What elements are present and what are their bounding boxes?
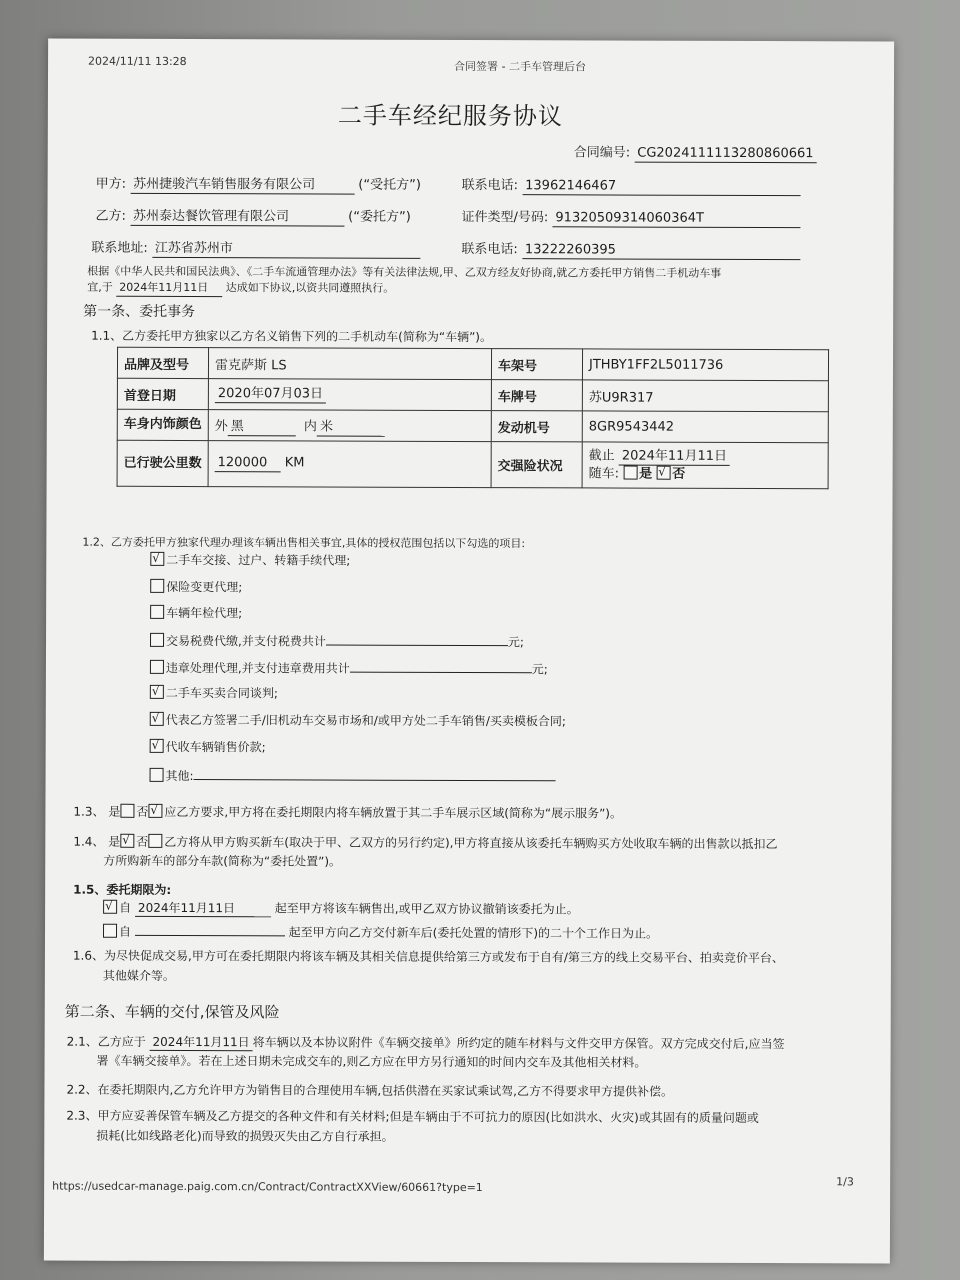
section-2-title: 第二条、车辆的交付,保管及风险 [64, 1002, 280, 1022]
clause-1-4-line-2: 方所购新车的部分车款(简称为“委托处置”)。 [103, 853, 342, 869]
mileage-value: 120000 [215, 455, 281, 472]
authorization-checkbox[interactable] [150, 712, 164, 726]
insurance-no-checkbox[interactable] [656, 465, 670, 479]
party-b-phone-row [461, 238, 800, 260]
blank-field[interactable] [326, 631, 508, 647]
list-item [150, 765, 556, 785]
vin-value: JTHBY1FF2L5011736 [582, 349, 828, 381]
vin-label: 车架号 [491, 349, 582, 380]
blank-field[interactable] [350, 658, 532, 674]
authorization-label: 代收车辆销售价款; [165, 739, 266, 755]
check-icon: √ [105, 898, 113, 913]
check-icon: √ [151, 737, 160, 752]
check-icon: √ [150, 802, 159, 817]
authorization-checkbox[interactable] [150, 633, 164, 647]
list-item [150, 657, 548, 677]
print-datetime: 2024/11/11 13:28 [88, 54, 187, 69]
check-icon: √ [151, 683, 160, 698]
clause-1-5-title: 1.5、委托期限为: [73, 882, 172, 897]
authorization-label: 车辆年检代理; [166, 605, 243, 621]
party-b-id-label: 证件类型/号码: [461, 209, 549, 226]
party-b-id: 91320509314060364T [552, 210, 800, 228]
party-b-address-row [91, 237, 420, 259]
clause-1-4: 1.4、 是 √ 否 乙方将从甲方购买新车(取决于甲、乙双方的另行约定),甲方将直接从该委托车辆购买方处收取车辆的出售款以抵扣乙 [73, 832, 778, 852]
engine-value: 8GR9543442 [582, 411, 828, 443]
term-option-2: 自 起至甲方向乙方交付新车后(委托处置的情形下)的二十个工作日为止。 [103, 919, 658, 942]
plate-label: 车牌号 [491, 380, 582, 411]
contract-no-row [574, 141, 817, 163]
term-option-2-checkbox[interactable] [103, 924, 117, 938]
clause-1-6: 1.6、为尽快促成交易,甲方可在委托期限内将该车辆及其相关信息提供给第三方或发布于自有/第三方的线上交易平台、拍卖竞价平台、 [72, 948, 784, 966]
clause-1-3-no-checkbox[interactable] [148, 804, 162, 818]
list-item [150, 630, 524, 650]
table-row [117, 409, 828, 442]
unit-suffix: 元; [507, 635, 524, 650]
party-b-phone-label: 联系电话: [461, 241, 518, 258]
clause-1-1: 1.1、乙方委托甲方独家以乙方名义销售下列的二手机动车(简称为“车辆”)。 [91, 328, 493, 345]
contract-no-value: CG20241111132808606​61 [634, 146, 816, 164]
exterior-color: 黑 [228, 419, 296, 436]
authorization-checkbox[interactable] [150, 552, 164, 566]
list-item [150, 711, 566, 729]
authorization-label: 违章处理代理,并支付违章费用共计 [165, 660, 350, 676]
check-icon: √ [122, 832, 130, 847]
authorization-label: 二手车买卖合同谈判; [165, 685, 278, 701]
brand-label: 品牌及型号 [117, 347, 208, 378]
insurance-cell: 截止 2024年11月11日 随车: 是 √ 否 [582, 442, 828, 489]
party-b-role: (“委托方”) [348, 209, 411, 225]
party-b-label: 乙方: [95, 208, 126, 224]
mileage-cell [208, 441, 491, 488]
print-site-title: 合同签署 - 二手车管理后台 [454, 59, 587, 74]
party-a-role: (“受托方”) [358, 177, 421, 193]
footer-url: https://usedcar-manage.paig.com.cn/Contract/ContractXXView/60661?type=1 [52, 1179, 483, 1195]
clause-1-4-yes-checkbox[interactable] [120, 834, 134, 848]
clause-2-3: 2.3、甲方应妥善保管车辆及乙方提交的各种文件和有关材料;但是车辆由于不可抗力的原因(比如洪水、火灾)或其固有的质量问题或 [66, 1108, 759, 1126]
clause-2-3-line-2: 损耗(比如线路老化)而导致的损毁灭失由乙方自行承担。 [96, 1128, 394, 1144]
insurance-label: 交强险状况 [491, 442, 582, 488]
document-title: 二手车经纪服务协议 [337, 101, 563, 131]
unit-suffix: 元; [531, 662, 548, 677]
authorization-checkbox[interactable] [150, 660, 164, 674]
authorization-label: 其他: [165, 768, 194, 784]
term-option-2-date[interactable] [135, 919, 285, 937]
authorization-checkbox[interactable] [150, 605, 164, 619]
contract-no-label: 合同编号: [573, 145, 631, 161]
term-start-date: 2024年11月11日 [135, 900, 271, 917]
reg-date-label: 首登日期 [117, 378, 208, 409]
page-number: 1/3 [836, 1175, 854, 1189]
clause-2-1-date: 2024年11月11日 [150, 1034, 253, 1051]
intro-date: 2024年11月11日 [116, 280, 222, 297]
reg-date-value: 2020年07月03日 [215, 386, 326, 403]
clause-2-1-line-2: 署《车辆交接单》。若在上述日期未完成交车的,则乙方应在甲方另行通知的时间内交车及其他相关材料。 [96, 1053, 647, 1070]
list-item [150, 684, 278, 701]
term-option-1-checkbox[interactable] [103, 900, 117, 914]
insurance-until: 2024年11月11日 [619, 448, 730, 465]
party-b-name: 苏州泰达餐饮管理有限公司 [130, 209, 344, 227]
clause-1-3-yes-checkbox[interactable] [120, 804, 134, 818]
authorization-checkbox[interactable] [150, 579, 164, 593]
table-row [117, 347, 828, 380]
check-icon: √ [658, 464, 666, 479]
clause-1-4-no-checkbox[interactable] [148, 834, 162, 848]
party-b-row [95, 205, 410, 227]
authorization-checkbox[interactable] [150, 739, 164, 753]
table-row [117, 378, 828, 411]
insurance-yes-checkbox[interactable] [623, 465, 637, 479]
party-b-phone: 13222260395 [522, 242, 800, 260]
color-label: 车身内饰颜色 [117, 409, 208, 440]
authorization-label: 代表乙方签署二手/旧机动车交易市场和/或甲方处二手车销售/买卖模板合同; [165, 712, 566, 729]
clause-2-2: 2.2、在委托期限内,乙方允许甲方为销售目的合理使用车辆,包括供潜在买家试乘试驾,乙方不得要求甲方提供补偿。 [66, 1082, 674, 1099]
term-option-1: √ 自 2024年11月11日 起至甲方将该车辆售出,或甲乙双方协议撤销该委托为止。 [103, 899, 579, 919]
plate-value: 苏U9R317 [582, 380, 828, 412]
clause-2-1: 2.1、乙方应于 2024年11月11日 将车辆以及本协议附件《车辆交接单》所约定的随车材料与文件交甲方保管。双方完成交付后,应当签 [66, 1034, 785, 1052]
section-1-title: 第一条、委托事务 [83, 303, 196, 321]
engine-label: 发动机号 [491, 411, 582, 442]
authorization-label: 保险变更代理; [166, 579, 243, 595]
authorization-checkbox[interactable] [150, 685, 164, 699]
list-item [150, 738, 266, 755]
party-a-name: 苏州捷骏汽车销售服务有限公司 [130, 177, 354, 195]
mileage-unit: KM [284, 455, 305, 471]
party-a-phone: 13962146467 [522, 178, 800, 196]
authorization-label: 二手车交接、过户、转籍手续代理; [166, 552, 351, 568]
authorization-checkbox[interactable] [150, 768, 164, 782]
party-a-row [96, 173, 421, 195]
table-row [117, 440, 828, 488]
mileage-label: 已行驶公里数 [117, 440, 208, 486]
list-item [150, 604, 242, 621]
party-a-phone-row [462, 174, 801, 196]
clause-1-2: 1.2、乙方委托甲方独家代理办理该车辆出售相关事宜,具体的授权范围包括以下勾选的项目: [82, 535, 526, 551]
blank-field[interactable] [194, 765, 556, 781]
intro-line-1: 根据《中华人民共和国民法典》、《二手车流通管理办法》等有关法律法规,甲、乙双方经友好协商,就乙方委托甲方销售二手机动车事 [87, 264, 722, 280]
brand-value: 雷克萨斯 LS [208, 348, 491, 380]
party-b-address-label: 联系地址: [91, 240, 148, 256]
contract-page [44, 39, 894, 1264]
list-item [150, 551, 350, 569]
check-icon: √ [151, 710, 160, 725]
party-b-address: 江苏省苏州市 [152, 241, 420, 259]
intro-line-2: 宜,于 2024年11月11日 达成如下协议,以资共同遵照执行。 [87, 279, 394, 298]
check-icon: √ [152, 550, 161, 565]
party-a-phone-label: 联系电话: [461, 177, 519, 194]
reg-date-cell [208, 379, 491, 411]
party-b-id-row [461, 206, 800, 228]
list-item [150, 578, 242, 595]
interior-color: 米 [317, 419, 385, 436]
color-cell: 外 黑 内 米 [208, 410, 491, 442]
clause-1-3: 1.3、 是 否 √ 应乙方要求,甲方将在委托期限内将车辆放置于其二手车展示区域(简称为“展示服务”)。 [73, 802, 623, 821]
clause-1-6-line-2: 其他媒介等。 [102, 968, 175, 983]
vehicle-info-table [117, 347, 829, 489]
party-a-label: 甲方: [95, 176, 127, 192]
authorization-label: 交易税费代缴,并支付税费共计 [166, 633, 326, 649]
